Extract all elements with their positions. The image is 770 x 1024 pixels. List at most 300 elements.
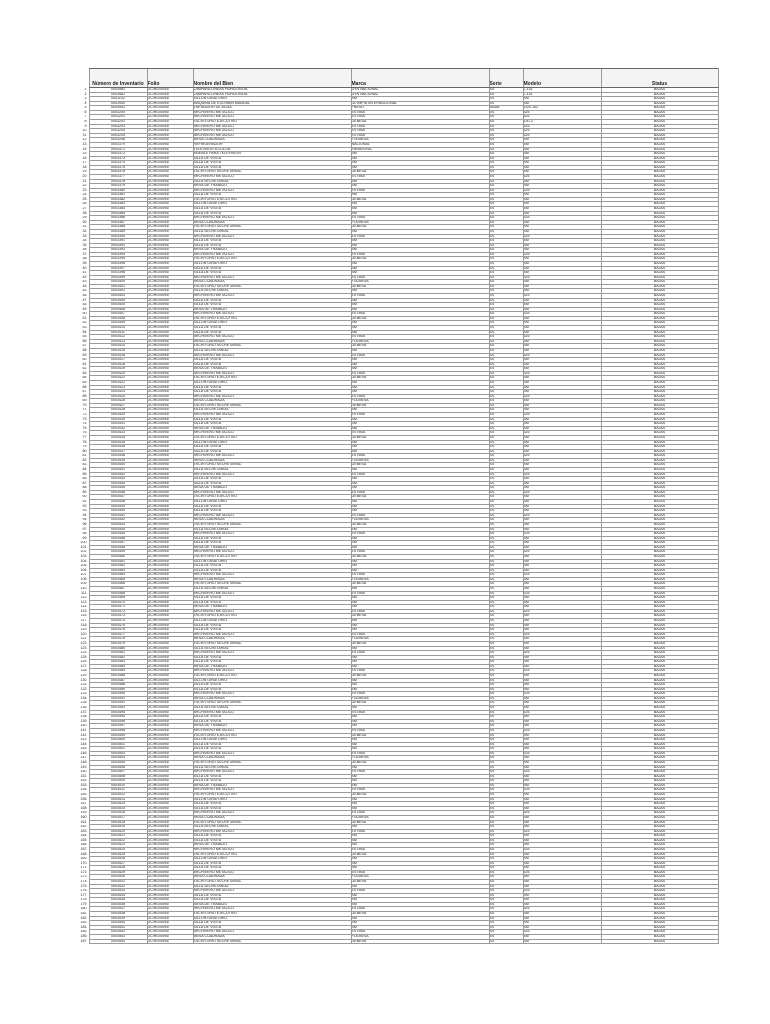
cell-nombre: LAMPARA LINEAS HORIZONTAL <box>193 88 351 93</box>
cell-modelo: 325 <box>523 188 601 193</box>
cell-serie: SS <box>489 307 523 312</box>
cell-serie: SS <box>489 687 523 692</box>
cell-serie: SS <box>489 573 523 578</box>
cell-folio: DC/RG/0094/ <box>147 381 193 386</box>
cell-status: BAJAS <box>601 783 718 788</box>
cell-status: BAJAS <box>601 861 718 866</box>
cell-nombre: SILLA DE VISITA <box>193 628 351 633</box>
cell-serie: SS <box>489 925 523 930</box>
row-index: 80 <box>82 449 87 453</box>
cell-nombre: SILLA DE VISITA <box>193 834 351 839</box>
cell-modelo: SM <box>523 568 601 573</box>
cell-nombre: SILLA SECRETARIAL <box>193 825 351 830</box>
cell-serie: SS <box>489 326 523 331</box>
cell-nombre: SILLA DE VISITA <box>193 509 351 514</box>
cell-inventario: 0003401 <box>89 284 147 289</box>
cell-inventario: 0003459 <box>89 550 147 555</box>
cell-folio: DC/RG/0094/ <box>147 449 193 454</box>
row-index: 138 <box>80 714 87 719</box>
cell-folio: DC/RG/0094/ <box>147 596 193 601</box>
cell-nombre: ARCHIVERO METALICO <box>193 234 351 239</box>
cell-inventario: 0001102 <box>89 97 147 102</box>
cell-marca: ESTIMA <box>351 751 489 756</box>
cell-inventario: 0003502 <box>89 747 147 752</box>
row-index: 101 <box>80 545 87 549</box>
cell-inventario: 0003448 <box>89 500 147 505</box>
cell-serie: SS <box>489 225 523 230</box>
cell-serie: SS <box>489 120 523 125</box>
cell-inventario: 0003415 <box>89 348 147 353</box>
cell-nombre: ARCHIVERO METALICO <box>193 788 351 793</box>
cell-folio: DC/RG/0094/ <box>147 600 193 605</box>
cell-status: BAJAS <box>601 381 718 386</box>
cell-inventario: 0003372 <box>89 152 147 157</box>
row-index: 35 <box>82 243 87 247</box>
cell-inventario: 0003447 <box>89 495 147 500</box>
cell-marca: SM <box>351 619 489 624</box>
row-index: 6 <box>84 110 87 114</box>
cell-inventario: 0003462 <box>89 564 147 569</box>
cell-inventario: 0003519 <box>89 825 147 830</box>
row-index: 48 <box>82 302 87 307</box>
cell-modelo: SM <box>523 582 601 587</box>
cell-serie: SS <box>489 174 523 179</box>
cell-status: BAJAS <box>601 880 718 885</box>
cell-status: BAJAS <box>601 902 718 907</box>
cell-nombre: SILLA DE VISITA <box>193 925 351 930</box>
cell-inventario: 0003479 <box>89 641 147 646</box>
cell-nombre: MESA DE TRABAJO <box>193 367 351 372</box>
cell-serie: SS <box>489 390 523 395</box>
cell-inventario: 0003492 <box>89 701 147 706</box>
cell-modelo: 325 <box>523 294 601 299</box>
cell-status: BAJAS <box>601 815 718 820</box>
row-index: 96 <box>82 522 87 526</box>
cell-folio: DC/RG/0094/ <box>147 280 193 285</box>
row-index: 179 <box>80 902 87 906</box>
cell-status: BAJAS <box>601 280 718 285</box>
cell-nombre: SILLA DE VISITA <box>193 298 351 303</box>
cell-inventario: 0003426 <box>89 399 147 404</box>
cell-inventario: 0003487 <box>89 678 147 683</box>
cell-nombre: ARCHIVERO METALICO <box>193 413 351 418</box>
cell-modelo: SM <box>523 147 601 152</box>
cell-inventario: 0003431 <box>89 422 147 427</box>
row-index: 21 <box>82 179 87 183</box>
cell-nombre: SILLA DE VISITA <box>193 536 351 541</box>
cell-folio: DC/RG/0094/ <box>147 843 193 848</box>
cell-status: BAJAS <box>601 399 718 404</box>
cell-nombre: SILLA DE VISITA <box>193 747 351 752</box>
cell-folio: DC/RG/0094/ <box>147 733 193 738</box>
cell-status: BAJAS <box>601 165 718 170</box>
cell-modelo: 325 <box>523 174 601 179</box>
cell-status: BAJAS <box>601 916 718 921</box>
cell-inventario: 0003495 <box>89 715 147 720</box>
cell-inventario: 0003486 <box>89 674 147 679</box>
row-index: 40 <box>82 266 87 270</box>
cell-modelo: SM <box>523 843 601 848</box>
cell-folio: DC/RG/0094/ <box>147 847 193 852</box>
cell-marca: GEBESA <box>351 820 489 825</box>
row-index: 56 <box>82 339 87 343</box>
row-index: 39 <box>82 261 87 265</box>
cell-serie: SS <box>489 477 523 482</box>
cell-folio: DC/RG/0094/ <box>147 431 193 436</box>
cell-serie: SS <box>489 902 523 907</box>
cell-marca: SM <box>351 797 489 802</box>
cell-status: BAJAS <box>601 174 718 179</box>
cell-marca: SM <box>351 467 489 472</box>
cell-marca: ESTIMA <box>351 788 489 793</box>
cell-serie: SS <box>489 591 523 596</box>
cell-marca: SM <box>351 596 489 601</box>
cell-inventario: 0003982 <box>89 92 147 97</box>
cell-folio: DC/RG/0094/ <box>147 220 193 225</box>
cell-folio: DC/RG/0094/ <box>147 559 193 564</box>
cell-nombre: SILLON GIRATORIO <box>193 321 351 326</box>
cell-inventario: 0003446 <box>89 490 147 495</box>
cell-inventario: 0003421 <box>89 376 147 381</box>
cell-inventario: 0003506 <box>89 765 147 770</box>
cell-modelo: SM <box>523 509 601 514</box>
cell-inventario: 0003423 <box>89 385 147 390</box>
cell-modelo: 325 <box>523 692 601 697</box>
cell-nombre: SILLA DE VISITA <box>193 362 351 367</box>
cell-inventario: 0003493 <box>89 706 147 711</box>
cell-nombre: SILLON GIRATORIO <box>193 261 351 266</box>
cell-status: BAJAS <box>601 129 718 134</box>
row-index: 170 <box>80 861 87 865</box>
cell-serie: SS <box>489 623 523 628</box>
cell-nombre: MESA CUADRADA <box>193 399 351 404</box>
cell-modelo: SM <box>523 733 601 738</box>
cell-status: BAJAS <box>601 793 718 798</box>
row-index: 36 <box>82 247 87 252</box>
row-index: 44 <box>82 284 87 288</box>
row-index: 105 <box>80 563 87 568</box>
cell-nombre: SILLON GIRATORIO <box>193 619 351 624</box>
cell-inventario: 0003371 <box>89 147 147 152</box>
cell-folio: DC/RG/0094/ <box>147 614 193 619</box>
cell-nombre: MESA DE TRABAJO <box>193 545 351 550</box>
cell-status: BAJAS <box>601 655 718 660</box>
cell-serie: SS <box>489 252 523 257</box>
row-index: 69 <box>82 398 87 403</box>
cell-serie: SS <box>489 829 523 834</box>
cell-serie: SS <box>489 683 523 688</box>
cell-folio: DC/RG/0094/ <box>147 188 193 193</box>
row-index: 50 <box>82 311 87 316</box>
cell-folio: DC/RG/0094/ <box>147 298 193 303</box>
row-index: 49 <box>82 307 87 311</box>
cell-nombre: MESA DE TRABAJO <box>193 248 351 253</box>
cell-marca: GEBESA <box>351 257 489 262</box>
cell-marca: ESTIMA <box>351 591 489 596</box>
cell-serie: SS <box>489 522 523 527</box>
cell-nombre: ESCRITORIO EJECUTIVO <box>193 912 351 917</box>
cell-nombre: ESCRITORIO SECRETARIAL <box>193 701 351 706</box>
cell-serie: SS <box>489 861 523 866</box>
cell-serie: SS <box>489 669 523 674</box>
row-index: 77 <box>82 435 87 439</box>
cell-folio: DC/RG/0094/ <box>147 820 193 825</box>
cell-serie: SS <box>489 710 523 715</box>
cell-modelo: SM <box>523 783 601 788</box>
cell-serie: SS <box>489 381 523 386</box>
cell-modelo: SM <box>523 445 601 450</box>
cell-nombre: MESA DE TRABAJO <box>193 184 351 189</box>
cell-modelo: 325 <box>523 129 601 134</box>
cell-modelo: SM <box>523 802 601 807</box>
cell-nombre: ARCHIVERO METALICO <box>193 115 351 120</box>
cell-inventario: 0003429 <box>89 413 147 418</box>
cell-nombre: MESA CUADRADA <box>193 815 351 820</box>
cell-status: BAJAS <box>601 770 718 775</box>
row-index: 97 <box>82 527 87 531</box>
cell-inventario: 0003471 <box>89 605 147 610</box>
cell-inventario: 0003500 <box>89 738 147 743</box>
cell-serie: SS <box>489 609 523 614</box>
cell-marca: ESTIMA <box>351 353 489 358</box>
cell-modelo: SM <box>523 678 601 683</box>
cell-marca: GEBESA <box>351 284 489 289</box>
cell-folio: DC/RG/0094/ <box>147 156 193 161</box>
cell-nombre: SILLON GIRATORIO <box>193 916 351 921</box>
cell-serie: SS <box>489 97 523 102</box>
cell-status: BAJAS <box>601 811 718 816</box>
cell-modelo: SM <box>523 486 601 491</box>
cell-marca: SM <box>351 243 489 248</box>
cell-modelo: SM <box>523 706 601 711</box>
cell-nombre: ESCRITORIO EJECUTIVO <box>193 733 351 738</box>
cell-modelo: SM <box>523 815 601 820</box>
cell-folio: DC/RG/0094/ <box>147 889 193 894</box>
cell-modelo: SM <box>523 554 601 559</box>
cell-nombre: MESA CUADRADA <box>193 339 351 344</box>
row-index: 167 <box>80 847 87 851</box>
row-index: 142 <box>80 733 87 737</box>
cell-status: BAJAS <box>601 600 718 605</box>
cell-nombre: MESA CUADRADA <box>193 518 351 523</box>
cell-inventario: 0003399 <box>89 275 147 280</box>
cell-serie: SS <box>489 101 523 106</box>
cell-marca: GEBESA <box>351 912 489 917</box>
cell-status: BAJAS <box>601 834 718 839</box>
cell-status: BAJAS <box>601 646 718 651</box>
row-index: 18 <box>82 165 87 169</box>
cell-marca: SM <box>351 916 489 921</box>
cell-status: BAJAS <box>601 934 718 939</box>
cell-inventario: 0003466 <box>89 582 147 587</box>
cell-inventario: 0003940 <box>89 101 147 106</box>
cell-serie: SS <box>489 660 523 665</box>
row-index: 164 <box>80 833 87 838</box>
row-index: 17 <box>82 160 87 165</box>
cell-serie: SS <box>489 303 523 308</box>
cell-status: BAJAS <box>601 829 718 834</box>
cell-serie: SS <box>489 504 523 509</box>
cell-status: BAJAS <box>601 188 718 193</box>
cell-serie: SS <box>489 724 523 729</box>
row-index: 128 <box>80 668 87 673</box>
row-index: 181 <box>80 911 87 916</box>
row-index: 46 <box>82 293 87 298</box>
header-status: Status <box>601 69 718 88</box>
cell-inventario: 0003387 <box>89 220 147 225</box>
cell-folio: DC/RG/0094/ <box>147 422 193 427</box>
cell-serie: SS <box>489 495 523 500</box>
cell-status: BAJAS <box>601 532 718 537</box>
cell-nombre: SILLA DE VISITA <box>193 687 351 692</box>
cell-status: BAJAS <box>601 472 718 477</box>
cell-modelo: 325 <box>523 573 601 578</box>
cell-inventario: 0003464 <box>89 573 147 578</box>
cell-serie: SS <box>489 202 523 207</box>
row-index: 162 <box>80 824 87 829</box>
cell-status: BAJAS <box>601 376 718 381</box>
cell-inventario: 0003422 <box>89 381 147 386</box>
row-index: 169 <box>80 856 87 861</box>
cell-status: BAJAS <box>601 605 718 610</box>
row-index: 172 <box>80 870 87 874</box>
row-index: 15 <box>82 151 87 156</box>
cell-status: BAJAS <box>601 518 718 523</box>
cell-serie: SS <box>489 316 523 321</box>
cell-folio: DC/RG/0094/ <box>147 225 193 230</box>
cell-status: BAJAS <box>601 330 718 335</box>
cell-serie: SS <box>489 600 523 605</box>
cell-marca: ESTIMA <box>351 573 489 578</box>
cell-status: BAJAS <box>601 298 718 303</box>
cell-status: BAJAS <box>601 706 718 711</box>
cell-status: BAJAS <box>601 788 718 793</box>
cell-inventario: 0003406 <box>89 307 147 312</box>
cell-inventario: 0003206 <box>89 138 147 143</box>
cell-marca: SM <box>351 509 489 514</box>
cell-status: BAJAS <box>601 179 718 184</box>
cell-serie: SS <box>489 912 523 917</box>
cell-modelo: SM <box>523 884 601 889</box>
cell-inventario: 0003440 <box>89 463 147 468</box>
cell-marca: SM <box>351 825 489 830</box>
row-index: 99 <box>82 536 87 540</box>
row-index: 134 <box>80 696 87 700</box>
cell-inventario: 0003490 <box>89 692 147 697</box>
cell-nombre: ARCHIVERO METALICO <box>193 751 351 756</box>
cell-modelo: SM <box>523 921 601 926</box>
row-index: 71 <box>82 407 87 412</box>
cell-marca: ESTIMA <box>351 371 489 376</box>
cell-serie: SS <box>489 403 523 408</box>
cell-modelo: SM <box>523 152 601 157</box>
cell-marca: FOLMESA <box>351 637 489 642</box>
cell-marca: GEBESA <box>351 120 489 125</box>
cell-folio: DC/RG/0094/ <box>147 751 193 756</box>
cell-marca: FOLMESA <box>351 518 489 523</box>
cell-nombre: SILLA DE VISITA <box>193 243 351 248</box>
row-index: 83 <box>82 462 87 467</box>
cell-marca: SM <box>351 504 489 509</box>
cell-inventario: 0003540 <box>89 921 147 926</box>
cell-inventario: 0003418 <box>89 362 147 367</box>
row-index: 103 <box>80 554 87 558</box>
cell-folio: DC/RG/0094/ <box>147 912 193 917</box>
cell-nombre: ARCHIVERO METALICO <box>193 770 351 775</box>
cell-status: BAJAS <box>601 477 718 482</box>
cell-marca: SM <box>351 898 489 903</box>
cell-marca: SM <box>351 687 489 692</box>
cell-serie: SS <box>489 806 523 811</box>
cell-marca: GEBESA <box>351 197 489 202</box>
cell-folio: DC/RG/0094/ <box>147 532 193 537</box>
cell-marca: SM <box>351 527 489 532</box>
cell-marca: SM <box>351 229 489 234</box>
cell-marca: SM <box>351 628 489 633</box>
cell-marca: SM <box>351 486 489 491</box>
cell-inventario: 0003472 <box>89 609 147 614</box>
cell-status: BAJAS <box>601 467 718 472</box>
cell-serie: SS <box>489 751 523 756</box>
cell-modelo: 325 <box>523 751 601 756</box>
cell-folio: DC/RG/0094/ <box>147 783 193 788</box>
row-index: 111 <box>81 591 87 595</box>
cell-serie: SS <box>489 330 523 335</box>
cell-marca: SM <box>351 545 489 550</box>
cell-serie: SS <box>489 774 523 779</box>
cell-serie: SS <box>489 110 523 115</box>
cell-status: BAJAS <box>601 587 718 592</box>
cell-serie: SS <box>489 248 523 253</box>
cell-inventario: 0003460 <box>89 554 147 559</box>
cell-marca: SM <box>351 248 489 253</box>
cell-nombre: ESCRITORIO SECRETARIAL <box>193 463 351 468</box>
cell-serie: SS <box>489 527 523 532</box>
cell-nombre: ARCHIVERO METALICO <box>193 216 351 221</box>
row-index: 132 <box>80 687 87 691</box>
cell-status: BAJAS <box>601 463 718 468</box>
cell-modelo: SM <box>523 724 601 729</box>
cell-modelo: SM <box>523 239 601 244</box>
cell-marca: SM <box>351 536 489 541</box>
cell-serie: SS <box>489 454 523 459</box>
cell-modelo: SM <box>523 440 601 445</box>
cell-nombre: MESA DE TRABAJO <box>193 724 351 729</box>
cell-inventario: 0003484 <box>89 664 147 669</box>
cell-nombre: SILLA DE VISITA <box>193 600 351 605</box>
cell-marca: SM <box>351 321 489 326</box>
cell-status: BAJAS <box>601 912 718 917</box>
cell-status: BAJAS <box>601 248 718 253</box>
cell-serie: SS <box>489 641 523 646</box>
cell-marca: SM <box>351 445 489 450</box>
cell-serie: SS <box>489 637 523 642</box>
cell-modelo: 325 <box>523 216 601 221</box>
row-index: 160 <box>80 815 87 819</box>
row-index: 137 <box>80 710 87 714</box>
cell-status: BAJAS <box>601 504 718 509</box>
cell-inventario: 0003513 <box>89 797 147 802</box>
row-index: 8 <box>84 119 87 124</box>
cell-inventario: 0003381 <box>89 193 147 198</box>
cell-folio: DC/RG/0094/ <box>147 133 193 138</box>
cell-inventario: 0003417 <box>89 358 147 363</box>
cell-folio: DC/RG/0094/ <box>147 335 193 340</box>
cell-status: BAJAS <box>601 724 718 729</box>
cell-status: BAJAS <box>601 806 718 811</box>
row-index: 16 <box>82 156 87 160</box>
row-index: 176 <box>80 888 87 893</box>
